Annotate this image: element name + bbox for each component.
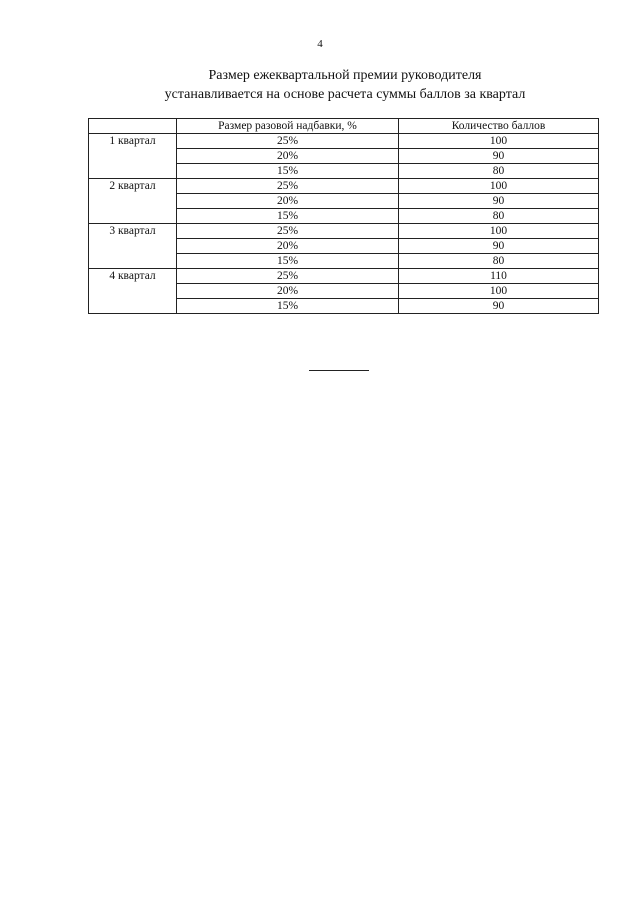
points-cell: 90 [399,194,599,209]
title-line-1: Размер ежеквартальной премии руководителя [208,68,482,83]
page-number: 4 [317,38,323,50]
table-header-row [89,119,599,134]
points-cell: 90 [399,239,599,254]
quarter-label: 4 квартал [89,269,177,314]
header-bonus-size: Размер разовой надбавки, % [177,119,399,134]
bonus-cell: 25% [177,224,399,239]
bonus-table [88,118,599,314]
points-cell: 110 [399,269,599,284]
quarter-label: 2 квартал [89,179,177,224]
bonus-cell: 20% [177,284,399,299]
quarter-label: 3 квартал [89,224,177,269]
points-cell: 90 [399,299,599,314]
points-cell: 80 [399,209,599,224]
bonus-cell: 25% [177,134,399,149]
title-line-2: устанавливается на основе расчета суммы баллов за квартал [164,87,526,102]
bonus-cell: 25% [177,179,399,194]
points-cell: 80 [399,164,599,179]
table-row [89,179,599,194]
bonus-cell: 20% [177,239,399,254]
points-cell: 100 [399,224,599,239]
bonus-cell: 25% [177,269,399,284]
bonus-cell: 15% [177,209,399,224]
bonus-cell: 15% [177,299,399,314]
bonus-cell: 20% [177,194,399,209]
bonus-cell: 15% [177,164,399,179]
end-divider-line [309,370,369,371]
points-cell: 100 [399,179,599,194]
bonus-cell: 15% [177,254,399,269]
table-row [89,224,599,239]
points-cell: 100 [399,284,599,299]
table-row [89,269,599,284]
points-cell: 100 [399,134,599,149]
header-quarter [89,119,177,134]
bonus-cell: 20% [177,149,399,164]
table-row [89,134,599,149]
header-points: Количество баллов [399,119,599,134]
quarter-label: 1 квартал [89,134,177,179]
points-cell: 80 [399,254,599,269]
points-cell: 90 [399,149,599,164]
document-title [0,66,640,104]
